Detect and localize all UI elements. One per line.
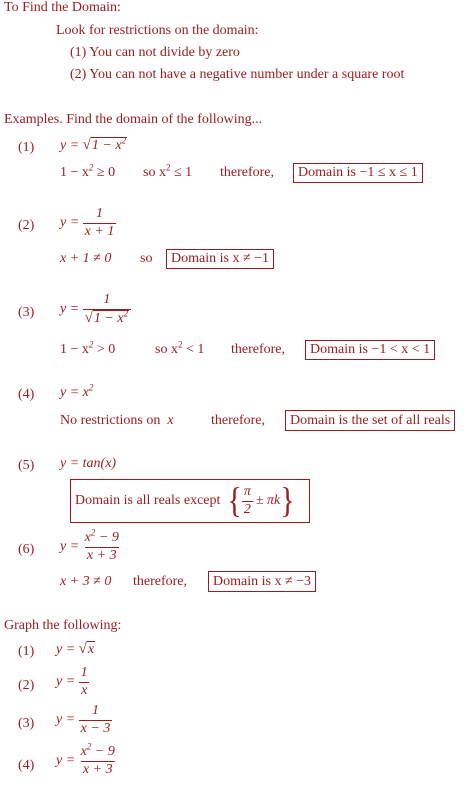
example-6-equation: y = $\frac{x^2 - 9}{x + 3}$	[60, 527, 119, 563]
example-3-condition: $1 - x^2 > 0$	[60, 339, 116, 357]
example-1-equation: $y = √1 - x^2$	[60, 135, 127, 153]
example-6-condition: x + 3 ≠ 0	[60, 574, 112, 589]
example-1-condition: $1 - x^2 \ge 0$	[60, 162, 116, 180]
example-2-condition: x + 1 ≠ 0	[60, 251, 112, 266]
examples-intro: Examples. Find the domain of the following...	[4, 112, 263, 127]
fraction: $\frac{1}{√1 - x^2}$	[83, 293, 131, 326]
example-2-equation: y = $\frac{1}{x + 1}$	[60, 206, 115, 239]
example-number: (6)	[18, 542, 35, 557]
therefore-label: therefore,	[231, 342, 286, 357]
example-5-equation: y = tan(x)	[60, 456, 117, 471]
restrictions-intro: Look for restrictions on the domain:	[56, 23, 259, 38]
graph-4-equation: y = $\frac{x^2 - 9}{x + 3}$	[56, 741, 115, 777]
domain-answer-box: Domain is x ≠ −3	[208, 571, 316, 592]
graph-number: (3)	[18, 716, 35, 731]
example-3-equation: y = $\frac{1}{√1 - x^2}$	[60, 293, 131, 326]
graph-1-equation: y = √x	[56, 641, 95, 657]
domain-answer-box: Domain is all reals except { $\frac{\pi}{2}$ ± πk }	[70, 479, 310, 523]
example-number: (3)	[18, 305, 35, 320]
fraction: $\frac{x^2 - 9}{x + 3}$	[84, 527, 119, 563]
therefore-label: therefore,	[220, 165, 275, 180]
example-number: (2)	[18, 218, 35, 233]
rule-2: (2) You can not have a negative number under a square root	[70, 67, 405, 82]
graph-2-equation: y = $\frac{1}{x}$	[56, 665, 88, 698]
example-4-equation: $y = x^2$	[60, 382, 94, 400]
fraction: $\frac{1}{x + 1}$	[84, 206, 115, 239]
therefore-label: therefore,	[133, 574, 188, 589]
example-number: (1)	[18, 140, 35, 155]
example-4-condition: No restrictions on x	[60, 413, 174, 428]
example-1-so: so $x^2 \le 1$	[143, 162, 193, 180]
graph-3-equation: y = $\frac{1}{x - 3}$	[56, 703, 111, 736]
domain-answer-box: Domain is −1 ≤ x ≤ 1	[293, 163, 423, 183]
domain-answer-box: Domain is the set of all reals	[285, 410, 455, 431]
domain-answer-box: Domain is −1 < x < 1	[305, 340, 435, 360]
graph-number: (2)	[18, 678, 35, 693]
rule-1: (1) You can not divide by zero	[70, 45, 240, 60]
page-title: To Find the Domain:	[4, 0, 121, 15]
example-number: (4)	[18, 387, 35, 402]
therefore-label: therefore,	[211, 413, 266, 428]
domain-answer-box: Domain is x ≠ −1	[166, 249, 274, 269]
graph-number: (4)	[18, 758, 35, 773]
graph-number: (1)	[18, 644, 35, 659]
example-number: (5)	[18, 458, 35, 473]
sqrt-symbol: $√1 - x^2$	[82, 135, 127, 153]
graph-intro: Graph the following:	[4, 618, 122, 633]
example-2-so: so	[140, 251, 153, 266]
fraction: $\frac{\pi}{2}$	[243, 483, 251, 517]
example-3-so: so $x^2 < 1$	[155, 339, 205, 357]
